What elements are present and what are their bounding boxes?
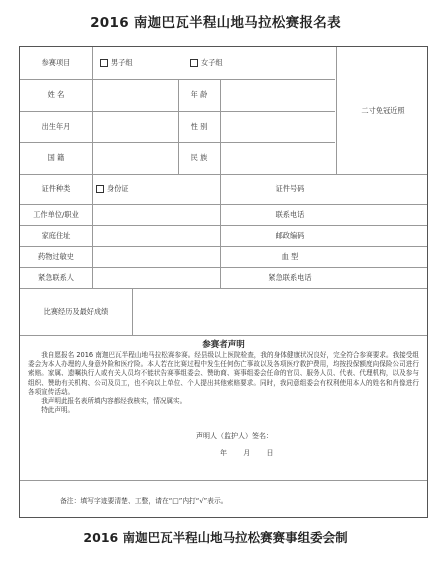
allergy-label: 药物过敏史 <box>38 251 74 261</box>
declaration-confirm: 我声明此报名表所填内容都经我核实，情况属实。 <box>41 397 187 406</box>
footer-organizer: 2016 南迦巴瓦半程山地马拉松赛赛事组委会制 <box>83 530 348 545</box>
form-title: 2016 南迦巴瓦半程山地马拉松赛报名表 <box>90 15 341 31</box>
row-allergy <box>20 246 427 268</box>
postcode-label: 邮政编码 <box>275 230 305 240</box>
address-label: 家庭住址 <box>41 230 71 240</box>
note-text: 备注：填写字迹要清楚、工整，请在“□”内打“√”表示。 <box>60 497 228 505</box>
signature-label: 声明人（监护人）签名： <box>196 432 273 440</box>
female-group-option[interactable] <box>190 47 270 79</box>
female-group-label: 女子组 <box>201 58 223 67</box>
row-name <box>20 79 335 112</box>
row-address <box>20 225 427 247</box>
row-nationality <box>20 142 427 175</box>
phone-label: 联系电话 <box>275 209 305 219</box>
declaration-title: 参赛者声明 <box>202 340 245 350</box>
declaration-section <box>20 335 427 481</box>
row-work <box>20 204 427 226</box>
workplace-label: 工作单位/职业 <box>33 209 79 219</box>
checkbox-icon[interactable] <box>96 185 104 193</box>
age-label: 年 龄 <box>190 90 208 99</box>
photo-box: 二寸免冠近照 <box>336 47 429 174</box>
blood-type-label: 血 型 <box>281 251 299 261</box>
name-label: 姓 名 <box>47 90 65 99</box>
id-type-label: 证件种类 <box>41 184 71 193</box>
male-group-label: 男子组 <box>111 58 133 67</box>
best-record-label: 比赛经历及最好成绩 <box>43 306 109 316</box>
row-best <box>20 288 427 336</box>
id-card-label: 身份证 <box>107 184 129 193</box>
declaration-paragraph: 我自愿报名 2016 南迦巴瓦半程山地马拉松赛参赛。经县级以上医院检查，我的身体健康状况良好，完全符合参赛要求。我接受组委会为本人办理的人身意外险和医疗险。本人若在比赛过程中发生任何伤亡事故以及各项医疗救护费用，均按投保额度向保险公司进行索赔。家属、遗嘱执行人或有关人员均不能状告赛事组委会、赞助商、赛事组委会任命的官员、服务人员、代表、代理机构，以及参与组织、赞助有关机构、公司及员工，也不向以上单位、个人提出其他索赔要求。同时，我同意组委会有权利使用本人的姓名和肖像进行各项宣传活动。 <box>28 351 419 396</box>
row-event <box>20 47 335 80</box>
id-number-label: 证件号码 <box>275 184 305 193</box>
ethnicity-label: 民 族 <box>190 153 208 162</box>
nationality-label: 国 籍 <box>47 153 65 162</box>
emergency-phone-label: 紧急联系电话 <box>268 272 312 282</box>
checkbox-icon[interactable] <box>190 59 198 67</box>
row-emergency <box>20 267 427 289</box>
registration-form <box>19 46 428 518</box>
id-card-option[interactable] <box>96 174 176 204</box>
event-label: 参赛项目 <box>41 58 71 67</box>
row-id <box>20 174 427 205</box>
row-birth <box>20 111 335 143</box>
checkbox-icon[interactable] <box>100 59 108 67</box>
emergency-contact-label: 紧急联系人 <box>38 272 74 282</box>
birth-label: 出生年月 <box>41 121 71 131</box>
gender-label: 性 别 <box>190 121 208 131</box>
declaration-closing: 特此声明。 <box>41 406 75 415</box>
date-label: 年 月 日 <box>220 449 274 457</box>
declaration-body <box>28 351 419 415</box>
male-group-option[interactable] <box>100 47 180 79</box>
